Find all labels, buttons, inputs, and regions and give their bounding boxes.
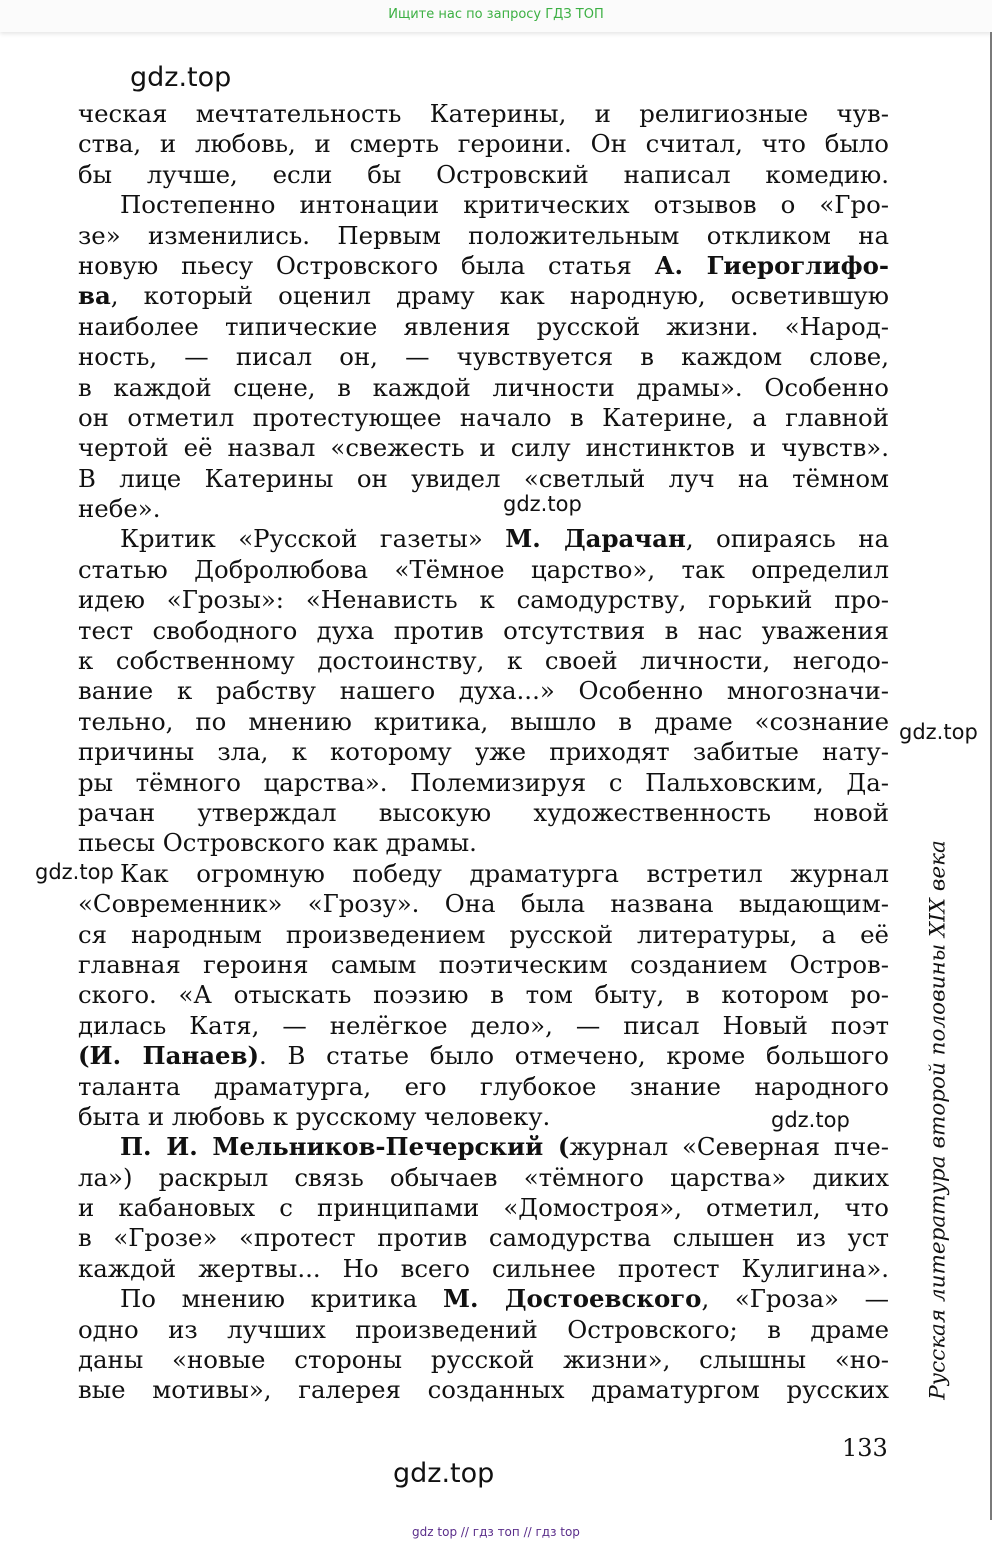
line-text: ства, и любовь, и смерть героини. Он считал, что было <box>78 129 889 159</box>
line-text: бы лучше, если бы Островский написал комедию. <box>78 159 889 189</box>
text-line <box>78 1375 889 1405</box>
text-line <box>78 433 889 463</box>
text-line <box>78 1102 889 1132</box>
line-text: Постепенно интонации критических отзывов о «Гро- <box>120 190 889 220</box>
page-number: 133 <box>842 1434 888 1462</box>
text-line <box>78 828 889 858</box>
text-line <box>78 889 889 919</box>
watermark-left: gdz.top <box>35 860 114 884</box>
line-text: ся народным произведением русской литературы, а её <box>78 919 889 949</box>
text-line <box>78 555 889 585</box>
bold-name: ва <box>78 281 111 311</box>
line-text: дилась Катя, — нелёгкое дело», — писал Новый поэт <box>78 1010 889 1040</box>
text-line <box>78 1254 889 1284</box>
text-line <box>78 1041 889 1071</box>
text-line <box>78 281 889 311</box>
bold-name: П. И. Мельников-Печерский ( <box>120 1132 570 1162</box>
line-text: рачан утверждал высокую художественность новой <box>78 797 889 827</box>
line-text: тест свободного духа против отсутствия в нас уважения <box>78 615 889 645</box>
line-text: вание к рабству нашего духа...» Особенно многозначи- <box>78 676 889 706</box>
text-line <box>78 1072 889 1102</box>
text-line <box>78 676 889 706</box>
top-banner: Ищите нас по запросу ГДЗ ТОП <box>0 0 992 32</box>
text-line <box>78 464 889 494</box>
line-text: каждой жертвы... Но всего сильнее протест Кулигина». <box>78 1253 889 1283</box>
line-text: идею «Грозы»: «Ненависть к самодурству, горький про- <box>78 585 889 615</box>
bottom-banner: gdz top // гдз топ // гдз top <box>412 1525 580 1539</box>
text-line <box>78 129 889 159</box>
line-text: ского. «А отыскать поэзию в том быту, в котором ро- <box>78 980 889 1010</box>
line-text: , опираясь на <box>685 524 889 554</box>
text-line <box>78 798 889 828</box>
line-text: быта и любовь к русскому человеку. <box>78 1101 551 1131</box>
text-line <box>78 980 889 1010</box>
article-body <box>78 99 889 1406</box>
line-text: зе» изменились. Первым положительным откликом на <box>78 220 889 250</box>
bold-name: М. Дарачан <box>505 524 686 554</box>
line-text: в «Грозе» «протест против самодурства слышен из уст <box>78 1223 889 1253</box>
line-text: , «Гроза» — <box>701 1284 890 1314</box>
line-text: причины зла, к которому уже приходят забитые нату- <box>78 737 889 767</box>
text-line <box>78 616 889 646</box>
text-line <box>78 160 889 190</box>
bold-name: А. Гиероглифо- <box>654 250 889 280</box>
text-line <box>78 1132 889 1162</box>
text-line <box>78 251 889 281</box>
watermark-right: gdz.top <box>899 720 978 744</box>
line-text: , который оценил драму как народную, осветившую <box>110 281 889 311</box>
text-line <box>78 950 889 980</box>
text-line <box>78 221 889 251</box>
text-line <box>78 342 889 372</box>
text-line <box>78 1163 889 1193</box>
line-text: в каждой сцене, в каждой личности драмы». Особенно <box>78 372 889 402</box>
text-line <box>78 920 889 950</box>
line-text: новую пьесу Островского была статья <box>78 250 655 280</box>
line-text: тельно, по мнению критика, вышло в драме «сознание <box>78 706 889 736</box>
line-text: вые мотивы», галерея созданных драматургом русских <box>78 1375 889 1405</box>
line-text: Как огромную победу драматурга встретил журнал <box>120 858 889 888</box>
text-line <box>78 494 889 524</box>
line-text: ческая мечтательность Катерины, и религиозные чув- <box>78 99 889 128</box>
line-text: В лице Катерины он увидел «светлый луч на тёмном <box>78 463 889 493</box>
line-text: к собственному достоинству, к своей личности, негодо- <box>78 646 889 676</box>
line-text: таланта драматурга, его глубокое знание народного <box>78 1071 889 1101</box>
watermark-top: gdz.top <box>130 62 232 93</box>
line-text: пьесы Островского как драмы. <box>78 828 477 858</box>
bold-name: (И. Панаев) <box>78 1041 260 1071</box>
text-line <box>78 1193 889 1223</box>
text-line <box>78 373 889 403</box>
line-text: журнал «Северная пче- <box>569 1132 889 1162</box>
line-text: ла») раскрыл связь обычаев «тёмного царства» диких <box>78 1162 889 1192</box>
text-line <box>78 768 889 798</box>
watermark-bottom: gdz.top <box>393 1458 495 1489</box>
line-text: чертой её назвал «свежесть и силу инстинктов и чувств». <box>78 433 889 463</box>
text-line <box>78 312 889 342</box>
text-line <box>78 1345 889 1375</box>
text-line <box>78 707 889 737</box>
text-line <box>78 1223 889 1253</box>
text-line <box>78 646 889 676</box>
text-line <box>78 1315 889 1345</box>
text-line <box>78 1284 889 1314</box>
line-text: даны «новые стороны русской жизни», слышны «но- <box>78 1345 889 1375</box>
line-text: небе». <box>78 494 161 524</box>
line-text: статью Добролюбова «Тёмное царство», так определил <box>78 554 889 584</box>
line-text: «Современник» «Грозу». Она была названа выдающим- <box>78 889 889 919</box>
line-text: . В статье было отмечено, кроме большого <box>259 1041 889 1071</box>
side-caption: Русская литература второй половины XIX века <box>925 840 951 1400</box>
text-line <box>78 190 889 220</box>
text-line <box>78 524 889 554</box>
line-text: Критик «Русской газеты» <box>120 524 506 554</box>
line-text: ры тёмного царства». Полемизируя с Пальховским, Да- <box>78 767 889 797</box>
text-line <box>78 859 889 889</box>
watermark-lower: gdz.top <box>771 1108 850 1132</box>
text-line <box>78 737 889 767</box>
watermark-middle: gdz.top <box>503 492 582 516</box>
bold-name: М. Достоевского <box>442 1284 702 1314</box>
line-text: одно из лучших произведений Островского; в драме <box>78 1314 889 1344</box>
line-text: и кабановых с принципами «Домостроя», отметил, что <box>78 1193 889 1223</box>
text-line <box>78 403 889 433</box>
line-text: главная героиня самым поэтическим созданием Остров- <box>78 949 889 979</box>
line-text: он отметил протестующее начало в Катерине, а главной <box>78 402 889 432</box>
line-text: По мнению критика <box>120 1284 443 1314</box>
line-text: ность, — писал он, — чувствуется в каждом слове, <box>78 342 889 372</box>
line-text: наиболее типические явления русской жизни. «Народ- <box>78 311 889 341</box>
text-line <box>78 1011 889 1041</box>
text-line <box>78 585 889 615</box>
text-line <box>78 99 889 129</box>
